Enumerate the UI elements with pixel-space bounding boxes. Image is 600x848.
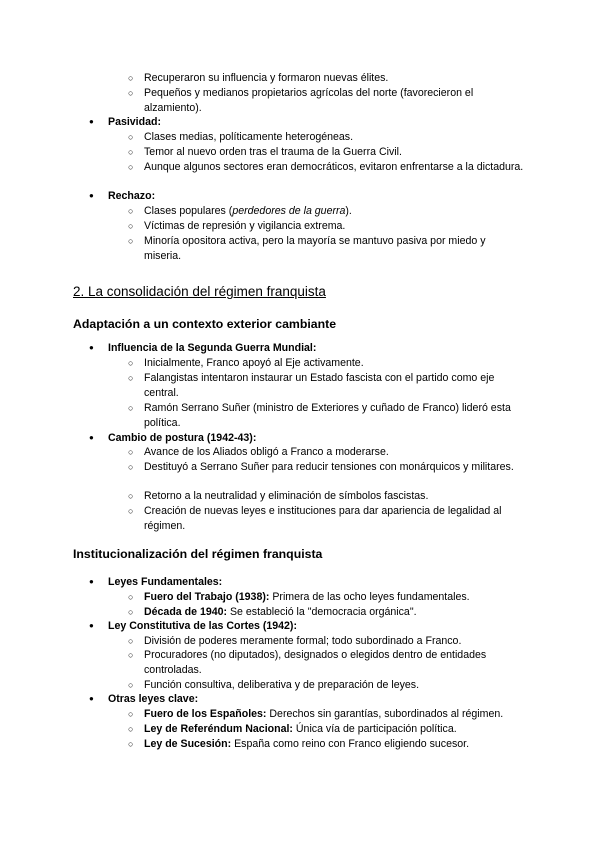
- list-item: ○ Ley de Referéndum Nacional: Única vía de participación política.: [144, 722, 524, 737]
- list-item: ○ Temor al nuevo orden tras el trauma de la Guerra Civil.: [144, 145, 524, 160]
- pasividad-heading: ● Pasividad:: [108, 115, 528, 130]
- otras-heading: ● Otras leyes clave:: [108, 692, 528, 707]
- list-item: ○ Década de 1940: Se estableció la "democracia orgánica".: [144, 605, 524, 620]
- list-item: ○ Creación de nuevas leyes e instituciones para dar apariencia de legalidad al régimen.: [144, 504, 524, 533]
- list-item: ○ Inicialmente, Franco apoyó al Eje activamente.: [144, 356, 524, 371]
- list-item: ○ Clases populares (perdedores de la guerra).: [144, 204, 524, 219]
- list-item: ○ Función consultiva, deliberativa y de preparación de leyes.: [144, 678, 524, 693]
- section-title: 2. La consolidación del régimen franquista: [73, 284, 326, 299]
- list-item: ○ Procuradores (no diputados), designados o elegidos dentro de entidades controladas.: [144, 648, 524, 677]
- subsection-title: Adaptación a un contexto exterior cambiante: [73, 317, 337, 331]
- list-item: ○ División de poderes meramente formal; todo subordinado a Franco.: [144, 634, 524, 649]
- list-item: ○ Destituyó a Serrano Suñer para reducir tensiones con monárquicos y militares.: [144, 460, 524, 475]
- list-item: ○ Recuperaron su influencia y formaron nuevas élites.: [144, 71, 524, 86]
- list-item: ○ Víctimas de represión y vigilancia extrema.: [144, 219, 524, 234]
- list-item: ○ Clases medias, políticamente heterogéneas.: [144, 130, 524, 145]
- influencia-heading: ● Influencia de la Segunda Guerra Mundial:: [108, 341, 528, 356]
- list-item: ○ Fuero de los Españoles: Derechos sin garantías, subordinados al régimen.: [144, 707, 524, 722]
- list-item: ○ Fuero del Trabajo (1938): Primera de las ocho leyes fundamentales.: [144, 590, 524, 605]
- cambio-heading: ● Cambio de postura (1942-43):: [108, 431, 528, 446]
- list-item: ○ Retorno a la neutralidad y eliminación de símbolos fascistas.: [144, 489, 524, 504]
- rechazo-heading: ● Rechazo:: [108, 189, 528, 204]
- list-item: ○ Pequeños y medianos propietarios agrícolas del norte (favorecieron el alzamiento).: [144, 86, 524, 115]
- list-item: ○ Aunque algunos sectores eran democráticos, evitaron enfrentarse a la dictadura.: [144, 160, 524, 175]
- list-item: ○ Ley de Sucesión: España como reino con Franco eligiendo sucesor.: [144, 737, 524, 752]
- cortes-heading: ● Ley Constitutiva de las Cortes (1942):: [108, 619, 528, 634]
- subsection-title: Institucionalización del régimen franquista: [73, 547, 323, 561]
- leyes-heading: ● Leyes Fundamentales:: [108, 575, 528, 590]
- list-item: ○ Minoría opositora activa, pero la mayoría se mantuvo pasiva por miedo y miseria.: [144, 234, 524, 263]
- list-item: ○ Falangistas intentaron instaurar un Estado fascista con el partido como eje central.: [144, 371, 524, 400]
- list-item: ○ Ramón Serrano Suñer (ministro de Exteriores y cuñado de Franco) lideró esta política.: [144, 401, 524, 430]
- list-item: ○ Avance de los Aliados obligó a Franco a moderarse.: [144, 445, 524, 460]
